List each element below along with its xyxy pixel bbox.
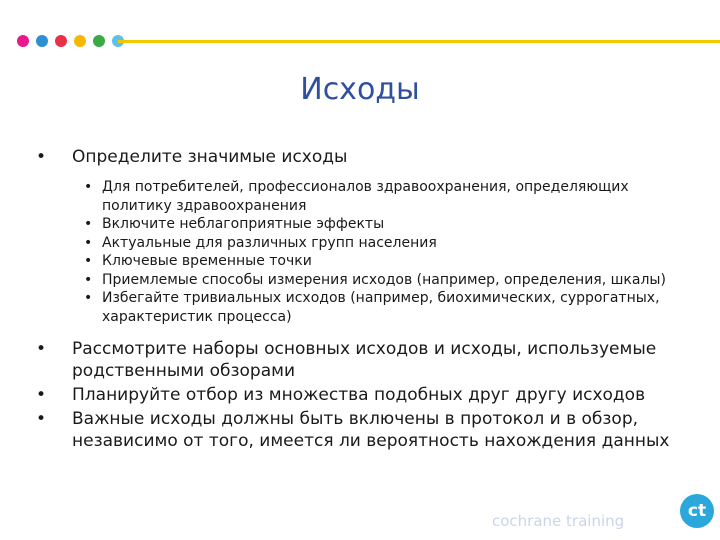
bullet-marker: • <box>84 179 93 195</box>
bullet-marker: • <box>84 290 93 306</box>
dot-3 <box>55 35 67 47</box>
bullet-marker: • <box>84 271 93 288</box>
bullet-marker: • <box>36 339 47 359</box>
bullet-2 <box>36 338 696 382</box>
sub-bullet-5 <box>36 271 696 290</box>
slide-content <box>36 146 696 452</box>
bullet-marker: • <box>84 253 93 269</box>
dot-5 <box>93 35 105 47</box>
ct-logo: ct <box>680 494 714 528</box>
sub-bullet-2-text: Включите неблагоприятные эффекты <box>102 216 385 232</box>
bullet-4 <box>36 408 696 452</box>
sub-bullet-3 <box>36 234 696 253</box>
sub-bullet-4 <box>36 252 696 271</box>
sub-bullet-4-text: Ключевые временные точки <box>102 253 312 269</box>
bullet-marker: • <box>36 147 47 167</box>
bullet-4-text: Важные исходы должны быть включены в протокол и в обзор, независимо от того, имеется ли вероятность нахождения данных <box>72 409 670 451</box>
header-rule <box>118 40 720 43</box>
sub-bullet-1 <box>36 178 696 215</box>
bullet-1-text: Определите значимые исходы <box>72 147 348 167</box>
bullet-marker: • <box>84 216 93 232</box>
bullet-3-text: Планируйте отбор из множества подобных друг другу исходов <box>72 385 646 405</box>
slide-title: Исходы <box>300 72 420 107</box>
bullet-2-text: Рассмотрите наборы основных исходов и исходы, используемые родственными обзорами <box>72 339 657 381</box>
bullet-1-sublist <box>36 178 696 326</box>
dot-4 <box>74 35 86 47</box>
sub-bullet-5-text: Приемлемые способы измерения исходов (например, определения, шкалы) <box>102 271 666 288</box>
bullet-marker: • <box>36 385 47 405</box>
bullet-1 <box>36 146 696 168</box>
dot-1 <box>17 35 29 47</box>
bullet-marker: • <box>84 234 93 251</box>
sub-bullet-1-text: Для потребителей, профессионалов здравоохранения, определяющих политику здравоохранения <box>102 179 629 214</box>
sub-bullet-6 <box>36 289 696 326</box>
sub-bullet-6-text: Избегайте тривиальных исходов (например, биохимических, суррогатных, характеристик процесса) <box>102 290 660 325</box>
cochrane-training-watermark: cochrane training <box>492 512 625 530</box>
dot-2 <box>36 35 48 47</box>
sub-bullet-3-text: Актуальные для различных групп населения <box>102 234 437 251</box>
bullet-3 <box>36 384 696 406</box>
sub-bullet-2 <box>36 215 696 234</box>
bullet-marker: • <box>36 409 47 429</box>
